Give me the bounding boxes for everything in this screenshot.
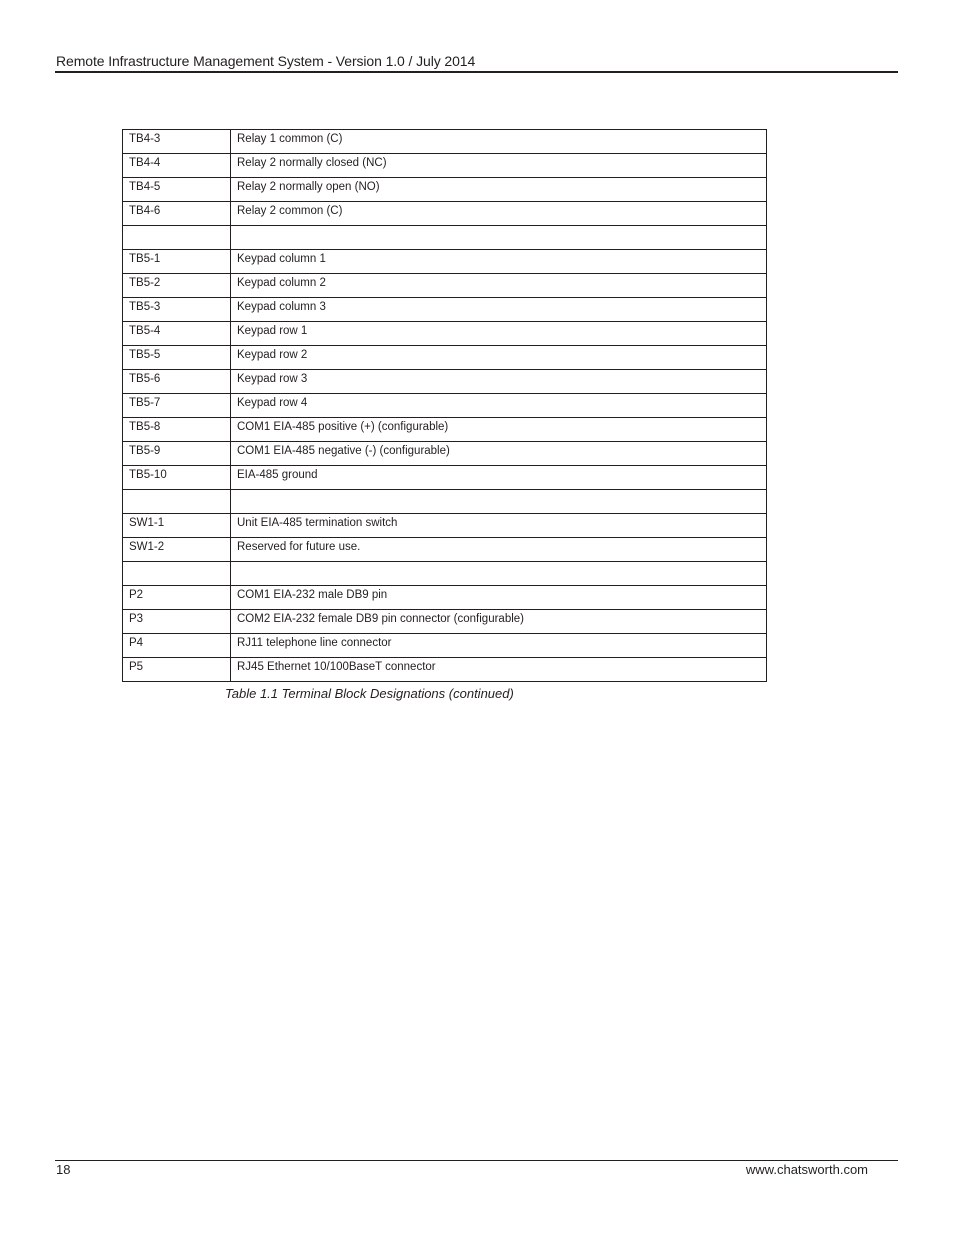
pin-cell: TB5-3 xyxy=(123,298,231,322)
description-cell: Relay 1 common (C) xyxy=(231,130,767,154)
table-row xyxy=(123,466,767,490)
table-row xyxy=(123,370,767,394)
description-cell xyxy=(231,226,767,250)
pin-cell: TB4-6 xyxy=(123,202,231,226)
pin-cell: TB5-4 xyxy=(123,322,231,346)
pin-cell: P4 xyxy=(123,634,231,658)
pin-cell: TB4-5 xyxy=(123,178,231,202)
table-row xyxy=(123,562,767,586)
pin-cell: P3 xyxy=(123,610,231,634)
table-row xyxy=(123,394,767,418)
table-row xyxy=(123,634,767,658)
table-row xyxy=(123,418,767,442)
description-cell: Relay 2 normally open (NO) xyxy=(231,178,767,202)
table-row xyxy=(123,250,767,274)
pin-cell xyxy=(123,490,231,514)
running-header: Remote Infrastructure Management System - Version 1.0 / July 2014 xyxy=(56,53,476,69)
description-cell: Keypad row 1 xyxy=(231,322,767,346)
table-row xyxy=(123,610,767,634)
pin-cell: TB5-10 xyxy=(123,466,231,490)
footer-website: www.chatsworth.com xyxy=(745,1162,868,1177)
table-row xyxy=(123,538,767,562)
pin-cell: TB4-4 xyxy=(123,154,231,178)
table-row xyxy=(123,178,767,202)
table-row xyxy=(123,130,767,154)
description-cell: Keypad column 2 xyxy=(231,274,767,298)
pin-cell: TB5-5 xyxy=(123,346,231,370)
description-cell xyxy=(231,490,767,514)
description-cell: Relay 2 normally closed (NC) xyxy=(231,154,767,178)
description-cell: COM1 EIA-485 positive (+) (configurable) xyxy=(231,418,767,442)
table-row xyxy=(123,226,767,250)
description-cell: RJ45 Ethernet 10/100BaseT connector xyxy=(231,658,767,682)
header-divider xyxy=(55,71,898,73)
description-cell: Keypad column 1 xyxy=(231,250,767,274)
terminal-block-table xyxy=(122,129,767,682)
pin-cell xyxy=(123,562,231,586)
pin-cell: TB5-9 xyxy=(123,442,231,466)
table-row xyxy=(123,322,767,346)
table-row xyxy=(123,514,767,538)
description-cell: COM1 EIA-232 male DB9 pin xyxy=(231,586,767,610)
table-row xyxy=(123,346,767,370)
pin-cell: P5 xyxy=(123,658,231,682)
description-cell: Keypad row 2 xyxy=(231,346,767,370)
table-body xyxy=(123,130,767,682)
description-cell: Relay 2 common (C) xyxy=(231,202,767,226)
table-row xyxy=(123,586,767,610)
footer-divider xyxy=(55,1160,898,1161)
pin-cell: P2 xyxy=(123,586,231,610)
table-row xyxy=(123,298,767,322)
description-cell: Unit EIA-485 termination switch xyxy=(231,514,767,538)
pin-cell: SW1-2 xyxy=(123,538,231,562)
pin-cell: TB5-2 xyxy=(123,274,231,298)
table-row xyxy=(123,442,767,466)
pin-cell: SW1-1 xyxy=(123,514,231,538)
pin-cell: TB4-3 xyxy=(123,130,231,154)
pin-cell: TB5-7 xyxy=(123,394,231,418)
description-cell: EIA-485 ground xyxy=(231,466,767,490)
description-cell: Keypad row 3 xyxy=(231,370,767,394)
table-row xyxy=(123,658,767,682)
pin-cell: TB5-8 xyxy=(123,418,231,442)
description-cell: Reserved for future use. xyxy=(231,538,767,562)
description-cell xyxy=(231,562,767,586)
table-row xyxy=(123,274,767,298)
pin-cell: TB5-6 xyxy=(123,370,231,394)
page-number: 18 xyxy=(56,1162,71,1177)
table-caption: Table 1.1 Terminal Block Designations (continued) xyxy=(225,686,514,701)
pin-cell: TB5-1 xyxy=(123,250,231,274)
description-cell: COM1 EIA-485 negative (-) (configurable) xyxy=(231,442,767,466)
pin-cell xyxy=(123,226,231,250)
table-row xyxy=(123,202,767,226)
description-cell: Keypad row 4 xyxy=(231,394,767,418)
description-cell: Keypad column 3 xyxy=(231,298,767,322)
description-cell: COM2 EIA-232 female DB9 pin connector (configurable) xyxy=(231,610,767,634)
table-row xyxy=(123,154,767,178)
description-cell: RJ11 telephone line connector xyxy=(231,634,767,658)
table-row xyxy=(123,490,767,514)
